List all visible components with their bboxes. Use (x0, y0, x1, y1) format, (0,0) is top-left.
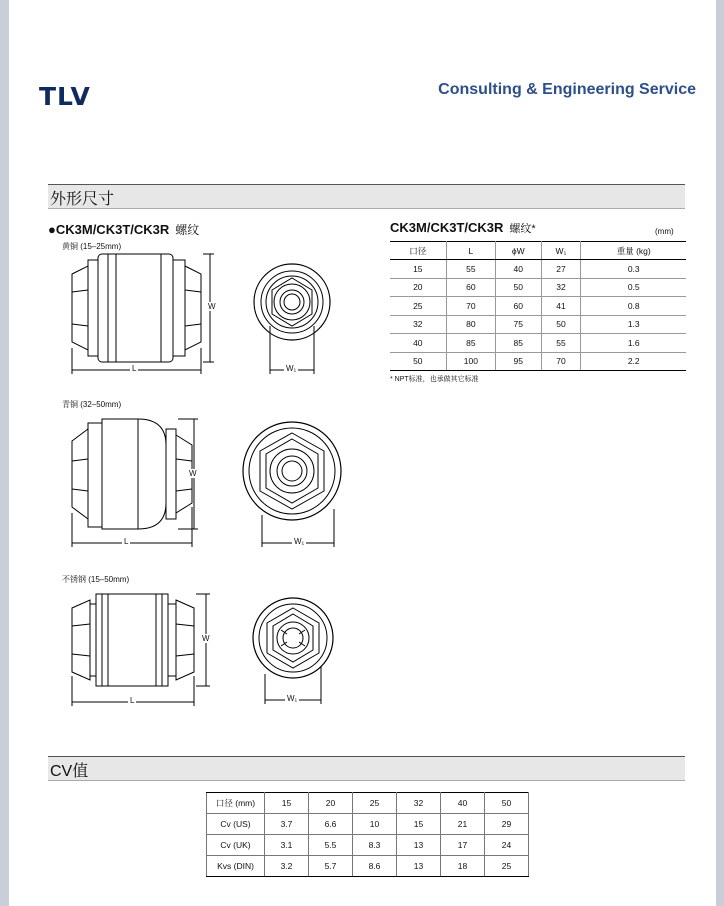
models-suffix: 螺纹 (175, 223, 200, 237)
table-cell: 13 (397, 835, 441, 856)
bullet: ● (48, 222, 56, 237)
table-header-cell: 口径 (390, 242, 446, 260)
table-row (390, 260, 686, 279)
table-cell: 80 (446, 315, 495, 334)
table-header-cell: 重量 (kg) (581, 242, 686, 260)
section-dimensions-title: 外形尺寸 (50, 191, 115, 208)
table-cell: 2.2 (581, 352, 686, 371)
table-cell: 3.2 (265, 856, 309, 877)
dims-table-unit: (mm) (655, 227, 674, 236)
table-row (390, 297, 686, 316)
dim-label-l: L (124, 537, 129, 546)
table-cell: 0.5 (581, 278, 686, 297)
table-row (390, 352, 686, 371)
dim-label-w1: W₁ (286, 364, 297, 373)
table-row (390, 278, 686, 297)
table-cell: 20 (309, 793, 353, 814)
table-cell: 32 (397, 793, 441, 814)
document-page (9, 0, 716, 906)
table-cell: 60 (446, 278, 495, 297)
dims-table-title (390, 220, 536, 236)
table-cell: 15 (397, 814, 441, 835)
table-row (207, 793, 529, 814)
table-cell: Cv (US) (207, 814, 265, 835)
table-cell: 55 (446, 260, 495, 279)
table-cell: 18 (441, 856, 485, 877)
table-cell: 50 (485, 793, 529, 814)
table-cell: 6.6 (309, 814, 353, 835)
variant-label-bronze: 青铜 (32–50mm) (62, 400, 122, 409)
table-cell: 0.3 (581, 260, 686, 279)
table-cell: 95 (496, 352, 541, 371)
table-header-row (390, 242, 686, 260)
table-cell: 8.6 (353, 856, 397, 877)
table-cell: 24 (485, 835, 529, 856)
table-row (207, 856, 529, 877)
dim-label-l: L (132, 364, 137, 373)
table-cell: 21 (441, 814, 485, 835)
dim-label-l: L (130, 696, 135, 705)
dims-table-model: CK3M/CK3T/CK3R (390, 220, 504, 235)
table-cell: 13 (397, 856, 441, 877)
table-cell: 口径 (mm) (207, 793, 265, 814)
table-cell: 8.3 (353, 835, 397, 856)
table-cell: 75 (496, 315, 541, 334)
table-cell: 1.3 (581, 315, 686, 334)
variant-label-stainless: 不锈钢 (15–50mm) (62, 575, 130, 584)
table-cell: 40 (496, 260, 541, 279)
table-header-cell: ϕW (496, 242, 541, 260)
table-cell: 20 (390, 278, 446, 297)
service-title: Consulting & Engineering Service (438, 81, 696, 98)
table-cell: 15 (390, 260, 446, 279)
table-row (207, 814, 529, 835)
table-cell: 27 (541, 260, 581, 279)
dims-table-suffix: 螺纹* (509, 223, 536, 235)
table-cell: 5.5 (309, 835, 353, 856)
table-cell: 15 (265, 793, 309, 814)
models-name: CK3M/CK3T/CK3R (55, 222, 170, 237)
table-cell: 0.8 (581, 297, 686, 316)
table-header-cell: L (446, 242, 495, 260)
variant-label-brass: 黄铜 (15–25mm) (62, 242, 122, 251)
table-cell: 50 (496, 278, 541, 297)
section-dimensions-bar (48, 184, 685, 209)
dim-label-w: W (189, 469, 197, 478)
table-cell: 70 (446, 297, 495, 316)
table-cell: 3.7 (265, 814, 309, 835)
table-row (390, 334, 686, 353)
table-cell: 10 (353, 814, 397, 835)
table-cell: 29 (485, 814, 529, 835)
table-row (207, 835, 529, 856)
drawing-bronze-side (58, 415, 223, 550)
dim-label-w: W (208, 302, 216, 311)
table-cell: Kvs (DIN) (207, 856, 265, 877)
table-cell: 3.1 (265, 835, 309, 856)
table-cell: 17 (441, 835, 485, 856)
cv-table (206, 792, 529, 877)
table-cell: 85 (496, 334, 541, 353)
dim-label-w1: W₁ (287, 694, 298, 703)
drawing-brass-end (248, 262, 338, 377)
table-cell: 40 (441, 793, 485, 814)
dim-label-w1: W₁ (294, 537, 305, 546)
table-cell: 1.6 (581, 334, 686, 353)
table-cell: 60 (496, 297, 541, 316)
table-cell: 50 (541, 315, 581, 334)
section-cv-bar (48, 756, 685, 781)
drawing-brass-side (58, 252, 223, 377)
table-cell: 25 (353, 793, 397, 814)
table-cell: 32 (541, 278, 581, 297)
table-cell: 50 (390, 352, 446, 371)
table-cell: 40 (390, 334, 446, 353)
dims-table-note: * NPT标准，也承做其它标准 (390, 376, 479, 383)
table-cell: 100 (446, 352, 495, 371)
table-cell: Cv (UK) (207, 835, 265, 856)
table-cell: 70 (541, 352, 581, 371)
drawing-bronze-end (240, 417, 345, 552)
table-cell: 5.7 (309, 856, 353, 877)
table-cell: 32 (390, 315, 446, 334)
table-row (390, 315, 686, 334)
tlv-logo: TLV (39, 82, 91, 111)
table-cell: 55 (541, 334, 581, 353)
table-header-cell: W₁ (541, 242, 581, 260)
drawing-stainless-end (251, 596, 341, 708)
models-subtitle (48, 221, 199, 238)
dim-label-w: W (202, 634, 210, 643)
table-cell: 25 (390, 297, 446, 316)
drawing-stainless-side (58, 590, 223, 710)
table-cell: 25 (485, 856, 529, 877)
dimensions-table (390, 241, 686, 371)
section-cv-title: CV值 (50, 763, 89, 780)
table-cell: 41 (541, 297, 581, 316)
table-cell: 85 (446, 334, 495, 353)
